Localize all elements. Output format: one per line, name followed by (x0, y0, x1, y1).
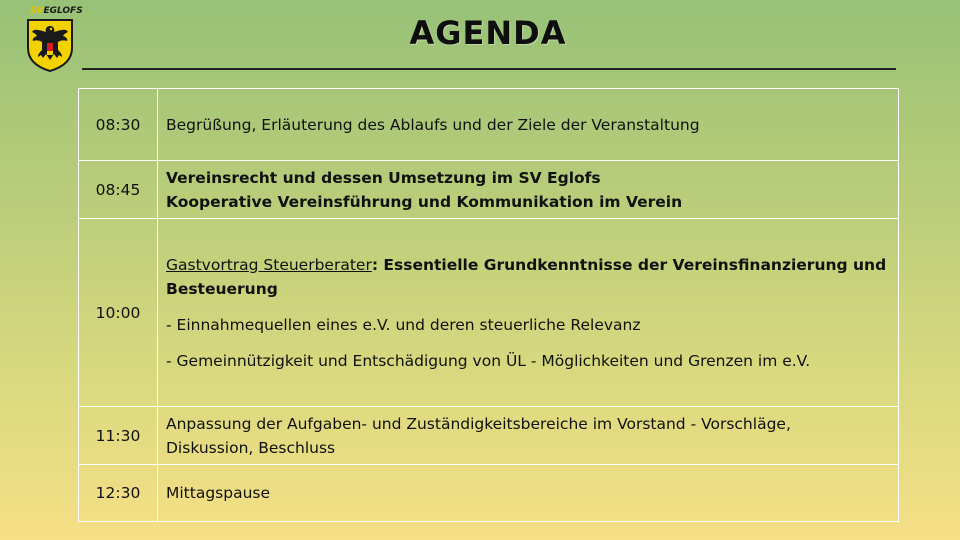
agenda-time: 11:30 (79, 407, 158, 465)
agenda-table (78, 88, 899, 522)
title-divider (82, 68, 896, 70)
club-logo-text: SVEGLOFS (30, 6, 83, 16)
agenda-bullet: - Einnahmequellen eines e.V. und deren steuerliche Relevanz (166, 315, 641, 334)
agenda-row (79, 89, 899, 161)
agenda-description: Vereinsrecht und dessen Umsetzung im SV Eglofs Kooperative Vereinsführung und Kommunikation im Verein (158, 161, 899, 219)
agenda-bullet: - Gemeinnützigkeit und Entschädigung von ÜL - Möglichkeiten und Grenzen im e.V. (166, 351, 811, 370)
agenda-description: Gastvortrag Steuerberater: Essentielle Grundkenntnisse der Vereinsfinanzierung und Besteuerung - Einnahmequellen eines e.V. und deren steuerliche Relevanz - Gemeinnützigkeit und Entschädigung von ÜL - Möglichkeiten und Grenzen im e.V. (158, 219, 899, 407)
agenda-row (79, 407, 899, 465)
agenda-description: Anpassung der Aufgaben- und Zuständigkeitsbereiche im Vorstand - Vorschläge, Diskussion, Beschluss (158, 407, 899, 465)
agenda-time: 12:30 (79, 465, 158, 522)
agenda-time: 08:45 (79, 161, 158, 219)
agenda-row (79, 465, 899, 522)
agenda-description: Mittagspause (158, 465, 899, 522)
page-title: AGENDA (409, 14, 567, 52)
agenda-description: Begrüßung, Erläuterung des Ablaufs und der Ziele der Veranstaltung (158, 89, 899, 161)
agenda-time: 10:00 (79, 219, 158, 407)
agenda-time: 08:30 (79, 89, 158, 161)
agenda-row (79, 161, 899, 219)
speaker-label: Gastvortrag Steuerberater (166, 255, 372, 274)
agenda-row (79, 219, 899, 407)
